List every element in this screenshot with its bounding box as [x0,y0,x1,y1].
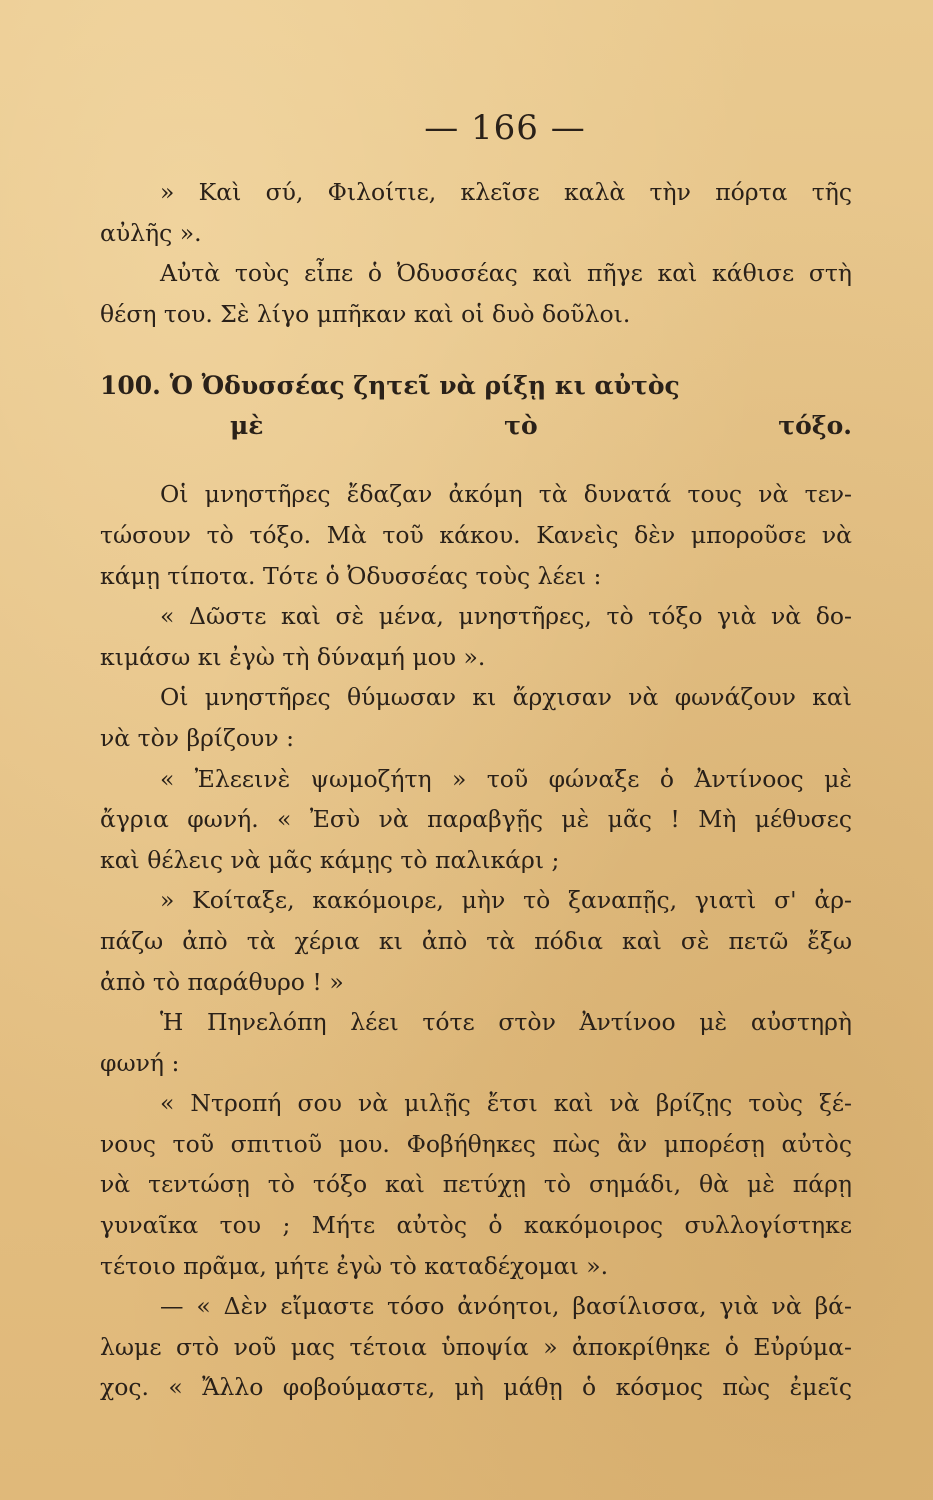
text-line: τέτοιο πρᾶμα, μήτε ἐγὼ τὸ καταδέχομαι ». [100,1251,609,1280]
text-line: « Δῶστε καὶ σὲ μένα, μνηστῆρες, τὸ τόξο γιὰ νὰ δο- [160,602,852,631]
text-line: » Καὶ σύ, Φιλοίτιε, κλεῖσε καλὰ τὴν πόρτα τῆς [160,178,852,206]
paragraphs-before-heading [100,172,852,334]
text-line: λωμε στὸ νοῦ μας τέτοια ὑποψία » ἀποκρίθηκε ὁ Εὐρύμα- [100,1332,852,1361]
text-line: Ἡ Πηνελόπη λέει τότε στὸν Ἀντίνοο μὲ αὐστηρὴ [160,1008,852,1037]
text-line: « Ἐλεεινὲ ψωμοζήτη » τοῦ φώναξε ὁ Ἀντίνοος μὲ [160,764,852,793]
page-number: — 166 — [424,108,586,148]
text-line: νους τοῦ σπιτιοῦ μου. Φοβήθηκες πὼς ἂν μπορέσῃ αὐτὸς [100,1129,852,1158]
section-heading-continued: μὲ τὸ τόξο. [230,411,852,441]
spacer [100,446,852,474]
paragraphs-after-heading [100,474,852,1408]
text-line: αὐλῆς ». [100,218,202,247]
text-line: καὶ θέλεις νὰ μᾶς κάμῃς τὸ παλικάρι ; [100,845,560,874]
text-line: Οἱ μνηστῆρες θύμωσαν κι ἄρχισαν νὰ φωνάζουν καὶ [160,683,852,712]
spacer [100,334,852,366]
text-line: φωνή : [100,1048,180,1077]
text-line: τώσουν τὸ τόξο. Μὰ τοῦ κάκου. Κανεὶς δὲν μποροῦσε νὰ [100,520,852,549]
text-line: νὰ τεντώσῃ τὸ τόξο καὶ πετύχῃ τὸ σημάδι, θὰ μὲ πάρῃ [100,1170,852,1199]
text-line: Οἱ μνηστῆρες ἔδαζαν ἀκόμη τὰ δυνατά τους νὰ τεν- [160,480,852,509]
section-heading: 100. Ὁ Ὀδυσσέας ζητεῖ νὰ ρίξῃ κι αὐτὸς [100,371,680,401]
text-line: » Κοίταξε, κακόμοιρε, μὴν τὸ ξαναπῇς, γιατὶ σ' ἀρ- [160,886,852,915]
text-line: ἄγρια φωνή. « Ἐσὺ νὰ παραβγῇς μὲ μᾶς ! Μὴ μέθυσες [100,805,852,834]
text-line: — « Δὲν εἴμαστε τόσο ἀνόητοι, βασίλισσα, γιὰ νὰ βά- [160,1292,852,1321]
text-line: κάμῃ τίποτα. Τότε ὁ Ὀδυσσέας τοὺς λέει : [100,561,602,590]
body-text [100,172,852,1408]
text-line: χος. « Ἄλλο φοβούμαστε, μὴ μάθῃ ὁ κόσμος πὼς ἐμεῖς [100,1373,852,1402]
text-line: Αὐτὰ τοὺς εἶπε ὁ Ὀδυσσέας καὶ πῆγε καὶ κάθισε στὴ [160,259,852,288]
text-line: πάζω ἀπὸ τὰ χέρια κι ἀπὸ τὰ πόδια καὶ σὲ πετῶ ἔξω [100,926,852,955]
text-line: « Ντροπή σου νὰ μιλῇς ἔτσι καὶ νὰ βρίζῃς τοὺς ξέ- [160,1089,852,1118]
text-line: γυναῖκα του ; Μήτε αὐτὸς ὁ κακόμοιρος συλλογίστηκε [100,1211,852,1240]
text-line: νὰ τὸν βρίζουν : [100,723,294,752]
text-line: θέση του. Σὲ λίγο μπῆκαν καὶ οἱ δυὸ δοῦλοι. [100,299,631,328]
text-line: κιμάσω κι ἐγὼ τὴ δύναμή μου ». [100,642,486,671]
text-line: ἀπὸ τὸ παράθυρο ! » [100,967,344,996]
